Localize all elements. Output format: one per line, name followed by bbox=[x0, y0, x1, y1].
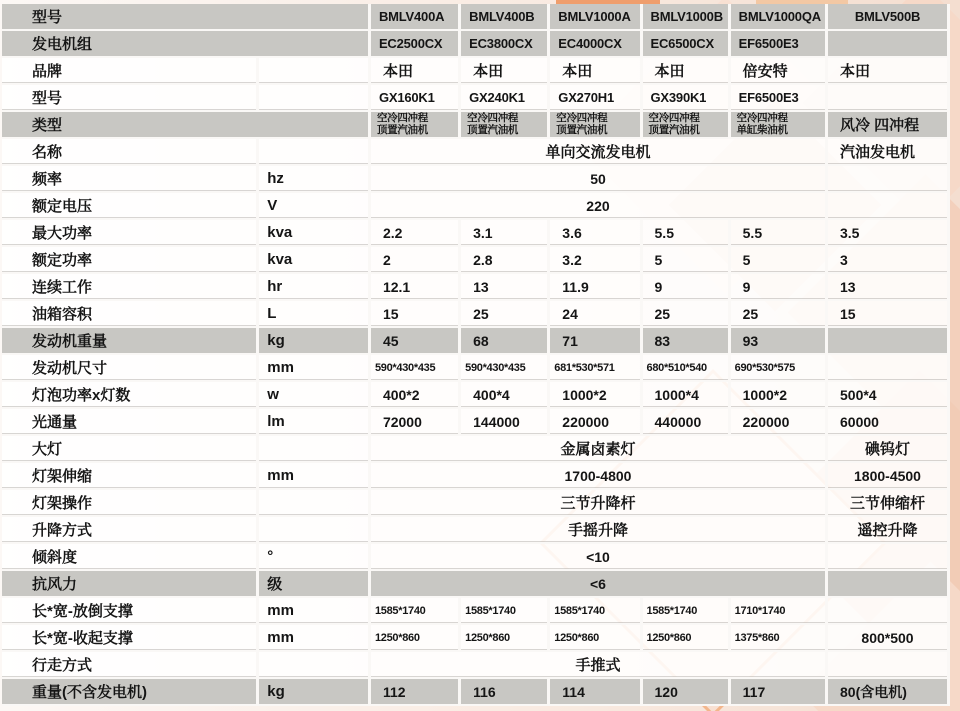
cell-value: 1710*1740 bbox=[731, 598, 828, 625]
row-label: 最大功率 bbox=[2, 220, 259, 247]
cell-value: 50 bbox=[371, 166, 828, 193]
row-unit bbox=[259, 517, 371, 544]
cell-value: 3.1 bbox=[461, 220, 550, 247]
cell-value: 500*4 bbox=[828, 382, 950, 409]
cell-value: 9 bbox=[731, 274, 828, 301]
row-label: 发电机组 bbox=[2, 31, 371, 58]
table-row bbox=[2, 679, 950, 706]
cell-value: 5 bbox=[643, 247, 731, 274]
row-unit: L bbox=[259, 301, 371, 328]
cell-value: 11.9 bbox=[550, 274, 642, 301]
cell-value bbox=[828, 571, 950, 598]
row-unit: hr bbox=[259, 274, 371, 301]
cell-value: 1250*860 bbox=[643, 625, 731, 652]
cell-value: 1250*860 bbox=[550, 625, 642, 652]
row-label: 长*宽-收起支撑 bbox=[2, 625, 259, 652]
row-unit bbox=[259, 58, 371, 85]
cell-value: 手推式 bbox=[371, 652, 828, 679]
cell-value bbox=[828, 328, 950, 355]
cell-value: 400*2 bbox=[371, 382, 461, 409]
cell-value: 440000 bbox=[643, 409, 731, 436]
cell-value: GX390K1 bbox=[643, 85, 731, 112]
cell-value: 144000 bbox=[461, 409, 550, 436]
cell-value: BMLV1000A bbox=[550, 4, 642, 31]
table-row bbox=[2, 517, 950, 544]
table-row bbox=[2, 652, 950, 679]
table-row bbox=[2, 58, 950, 85]
table-row bbox=[2, 247, 950, 274]
cell-value: 220 bbox=[371, 193, 828, 220]
table-row bbox=[2, 139, 950, 166]
cell-value: 3.2 bbox=[550, 247, 642, 274]
cell-value: GX270H1 bbox=[550, 85, 642, 112]
cell-value bbox=[828, 85, 950, 112]
row-unit: mm bbox=[259, 625, 371, 652]
row-label: 额定功率 bbox=[2, 247, 259, 274]
row-label: 名称 bbox=[2, 139, 259, 166]
row-unit bbox=[259, 652, 371, 679]
cell-value: 71 bbox=[550, 328, 642, 355]
table-row bbox=[2, 544, 950, 571]
cell-value: 12.1 bbox=[371, 274, 461, 301]
table-row bbox=[2, 328, 950, 355]
table-row bbox=[2, 193, 950, 220]
row-label: 灯架操作 bbox=[2, 490, 259, 517]
cell-value: BMLV500B bbox=[828, 4, 950, 31]
cell-value: 15 bbox=[828, 301, 950, 328]
cell-value-multiline: 空冷四冲程 顶置汽油机 bbox=[643, 112, 731, 139]
row-unit: 级 bbox=[259, 571, 371, 598]
cell-value bbox=[828, 544, 950, 571]
cell-value: 1585*1740 bbox=[371, 598, 461, 625]
cell-value: 三节升降杆 bbox=[371, 490, 828, 517]
cell-value: 1585*1740 bbox=[550, 598, 642, 625]
table-row bbox=[2, 625, 950, 652]
row-unit: hz bbox=[259, 166, 371, 193]
cell-value-multiline: 空冷四冲程 顶置汽油机 bbox=[371, 112, 461, 139]
table-row bbox=[2, 85, 950, 112]
cell-value: EC4000CX bbox=[550, 31, 642, 58]
cell-value: 120 bbox=[643, 679, 731, 706]
row-label: 灯架伸缩 bbox=[2, 463, 259, 490]
cell-value: 25 bbox=[643, 301, 731, 328]
row-label: 油箱容积 bbox=[2, 301, 259, 328]
row-label: 型号 bbox=[2, 4, 371, 31]
cell-value bbox=[828, 652, 950, 679]
row-label: 频率 bbox=[2, 166, 259, 193]
row-label: 发动机尺寸 bbox=[2, 355, 259, 382]
table-row bbox=[2, 274, 950, 301]
cell-value: 800*500 bbox=[828, 625, 950, 652]
table-row bbox=[2, 166, 950, 193]
cell-value: 倍安特 bbox=[731, 58, 828, 85]
cell-value: 本田 bbox=[371, 58, 461, 85]
cell-value: 碘钨灯 bbox=[828, 436, 950, 463]
row-label: 灯泡功率x灯数 bbox=[2, 382, 259, 409]
row-label: 重量(不含发电机) bbox=[2, 679, 259, 706]
cell-value: 2.2 bbox=[371, 220, 461, 247]
cell-value: EC2500CX bbox=[371, 31, 461, 58]
cell-value: 220000 bbox=[731, 409, 828, 436]
row-label: 升降方式 bbox=[2, 517, 259, 544]
cell-value: EF6500E3 bbox=[731, 85, 828, 112]
cell-value: 5.5 bbox=[643, 220, 731, 247]
cell-value: 1585*1740 bbox=[461, 598, 550, 625]
cell-value: EC6500CX bbox=[643, 31, 731, 58]
table-row bbox=[2, 220, 950, 247]
cell-value: 本田 bbox=[828, 58, 950, 85]
cell-value: 1250*860 bbox=[461, 625, 550, 652]
cell-value: 金属卤素灯 bbox=[371, 436, 828, 463]
cell-value: 93 bbox=[731, 328, 828, 355]
cell-value-multiline: 空冷四冲程 单缸柴油机 bbox=[731, 112, 828, 139]
table-row bbox=[2, 490, 950, 517]
cell-value: 220000 bbox=[550, 409, 642, 436]
row-unit bbox=[259, 436, 371, 463]
row-label: 连续工作 bbox=[2, 274, 259, 301]
row-label: 额定电压 bbox=[2, 193, 259, 220]
spec-table bbox=[2, 4, 950, 706]
cell-value: 3 bbox=[828, 247, 950, 274]
cell-value: 1250*860 bbox=[371, 625, 461, 652]
row-label: 品牌 bbox=[2, 58, 259, 85]
cell-value: 本田 bbox=[550, 58, 642, 85]
cell-value: 遥控升降 bbox=[828, 517, 950, 544]
cell-value: 114 bbox=[550, 679, 642, 706]
row-label: 抗风力 bbox=[2, 571, 259, 598]
row-label: 倾斜度 bbox=[2, 544, 259, 571]
table-row bbox=[2, 4, 950, 31]
cell-value: 2.8 bbox=[461, 247, 550, 274]
cell-value: GX240K1 bbox=[461, 85, 550, 112]
cell-value: <6 bbox=[371, 571, 828, 598]
table-row bbox=[2, 355, 950, 382]
cell-value: 680*510*540 bbox=[643, 355, 731, 382]
cell-value: 13 bbox=[828, 274, 950, 301]
row-unit: mm bbox=[259, 355, 371, 382]
table-row bbox=[2, 598, 950, 625]
table-row bbox=[2, 31, 950, 58]
cell-value: 80(含电机) bbox=[828, 679, 950, 706]
cell-value: 本田 bbox=[461, 58, 550, 85]
row-unit: ° bbox=[259, 544, 371, 571]
row-unit: w bbox=[259, 382, 371, 409]
row-unit: kg bbox=[259, 328, 371, 355]
row-unit bbox=[259, 490, 371, 517]
cell-value: 25 bbox=[461, 301, 550, 328]
cell-value: 690*530*575 bbox=[731, 355, 828, 382]
cell-value: 1000*4 bbox=[643, 382, 731, 409]
cell-value: 5.5 bbox=[731, 220, 828, 247]
row-unit: V bbox=[259, 193, 371, 220]
row-unit: kva bbox=[259, 247, 371, 274]
cell-value-multiline: 空冷四冲程 顶置汽油机 bbox=[461, 112, 550, 139]
cell-value: 112 bbox=[371, 679, 461, 706]
cell-value: 三节伸缩杆 bbox=[828, 490, 950, 517]
cell-value: 1375*860 bbox=[731, 625, 828, 652]
row-unit bbox=[259, 85, 371, 112]
row-unit: kva bbox=[259, 220, 371, 247]
cell-value: 400*4 bbox=[461, 382, 550, 409]
cell-value: 1800-4500 bbox=[828, 463, 950, 490]
cell-value: 3.6 bbox=[550, 220, 642, 247]
table-row bbox=[2, 436, 950, 463]
cell-value: 15 bbox=[371, 301, 461, 328]
cell-value: 681*530*571 bbox=[550, 355, 642, 382]
cell-value: 60000 bbox=[828, 409, 950, 436]
cell-value: 手摇升降 bbox=[371, 517, 828, 544]
row-unit: kg bbox=[259, 679, 371, 706]
row-unit: mm bbox=[259, 463, 371, 490]
table-row bbox=[2, 382, 950, 409]
cell-value: 116 bbox=[461, 679, 550, 706]
cell-value: GX160K1 bbox=[371, 85, 461, 112]
table-row bbox=[2, 409, 950, 436]
cell-value: 13 bbox=[461, 274, 550, 301]
cell-value bbox=[828, 31, 950, 58]
cell-value bbox=[828, 193, 950, 220]
cell-value bbox=[828, 598, 950, 625]
cell-value: BMLV1000QA bbox=[731, 4, 828, 31]
cell-value: BMLV1000B bbox=[643, 4, 731, 31]
cell-value: 590*430*435 bbox=[461, 355, 550, 382]
table-row bbox=[2, 112, 950, 139]
cell-value: 117 bbox=[731, 679, 828, 706]
cell-value: 1585*1740 bbox=[643, 598, 731, 625]
row-label: 类型 bbox=[2, 112, 371, 139]
table-row bbox=[2, 571, 950, 598]
cell-value: 2 bbox=[371, 247, 461, 274]
row-unit: lm bbox=[259, 409, 371, 436]
cell-value: 本田 bbox=[643, 58, 731, 85]
cell-value: 83 bbox=[643, 328, 731, 355]
cell-value: 45 bbox=[371, 328, 461, 355]
cell-value: BMLV400A bbox=[371, 4, 461, 31]
row-label: 光通量 bbox=[2, 409, 259, 436]
cell-value: 72000 bbox=[371, 409, 461, 436]
cell-value: 9 bbox=[643, 274, 731, 301]
cell-value: 1000*2 bbox=[550, 382, 642, 409]
cell-value: 1700-4800 bbox=[371, 463, 828, 490]
row-label: 大灯 bbox=[2, 436, 259, 463]
cell-value bbox=[828, 166, 950, 193]
row-label: 型号 bbox=[2, 85, 259, 112]
table-row bbox=[2, 463, 950, 490]
cell-value bbox=[828, 355, 950, 382]
cell-value: 1000*2 bbox=[731, 382, 828, 409]
cell-value: 3.5 bbox=[828, 220, 950, 247]
cell-value: BMLV400B bbox=[461, 4, 550, 31]
cell-value: 24 bbox=[550, 301, 642, 328]
table-row bbox=[2, 301, 950, 328]
cell-value: <10 bbox=[371, 544, 828, 571]
cell-value: EF6500E3 bbox=[731, 31, 828, 58]
row-unit bbox=[259, 139, 371, 166]
cell-value: 25 bbox=[731, 301, 828, 328]
cell-value: 590*430*435 bbox=[371, 355, 461, 382]
row-label: 发动机重量 bbox=[2, 328, 259, 355]
cell-value: EC3800CX bbox=[461, 31, 550, 58]
cell-value: 汽油发电机 bbox=[828, 139, 950, 166]
cell-value: 5 bbox=[731, 247, 828, 274]
row-unit: mm bbox=[259, 598, 371, 625]
row-label: 行走方式 bbox=[2, 652, 259, 679]
spec-table-body bbox=[2, 4, 950, 706]
cell-value-multiline: 空冷四冲程 顶置汽油机 bbox=[550, 112, 642, 139]
row-label: 长*宽-放倒支撑 bbox=[2, 598, 259, 625]
cell-value: 风冷 四冲程 bbox=[828, 112, 950, 139]
cell-value: 单向交流发电机 bbox=[371, 139, 828, 166]
cell-value: 68 bbox=[461, 328, 550, 355]
